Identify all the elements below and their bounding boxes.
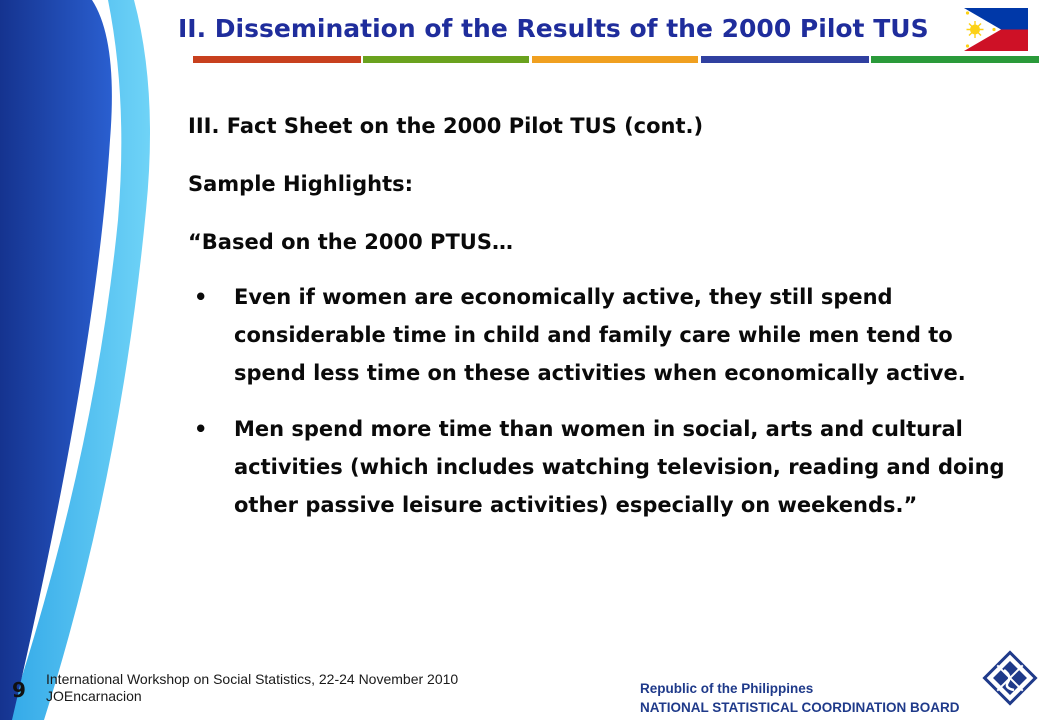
header-color-bar-2 — [363, 56, 529, 63]
slide-number: 9 — [12, 678, 26, 702]
header-color-bar-4 — [701, 56, 869, 63]
footer-agency-info — [640, 679, 1000, 717]
nscb-logo-icon — [982, 650, 1038, 706]
bullet-text: Even if women are economically active, they still spend considerable time in child and family care while men tend to spend less time on these activities when economically active. — [234, 285, 966, 385]
sample-highlights-label: Sample Highlights: — [188, 172, 414, 196]
country-name: Republic of the Philippines — [640, 681, 814, 696]
intro-quote: “Based on the 2000 PTUS… — [188, 230, 513, 254]
bullet-marker: • — [194, 417, 208, 441]
slide-title: II. Dissemination of the Results of the 2000 Pilot TUS — [178, 14, 929, 43]
agency-name: NATIONAL STATISTICAL COORDINATION BOARD — [640, 700, 960, 715]
decorative-swoosh — [0, 0, 200, 720]
header-color-bar-5 — [871, 56, 1039, 63]
event-name: International Workshop on Social Statistics, 22-24 November 2010 — [46, 671, 459, 687]
bullet-item — [188, 278, 1023, 392]
philippine-flag-icon — [964, 8, 1028, 51]
author-name: JOEncarnacion — [46, 688, 142, 704]
footer-event-info — [46, 671, 458, 705]
bullet-item — [188, 410, 1023, 524]
header-color-bar-1 — [193, 56, 361, 63]
slide-body — [188, 112, 1023, 542]
bullet-text: Men spend more time than women in social, arts and cultural activities (which includes watching television, reading and doing other passive leisure activities) especially on weekends.” — [234, 417, 1005, 517]
section-heading: III. Fact Sheet on the 2000 Pilot TUS (cont.) — [188, 114, 704, 138]
bullet-marker: • — [194, 285, 208, 309]
header-color-bar-3 — [532, 56, 698, 63]
